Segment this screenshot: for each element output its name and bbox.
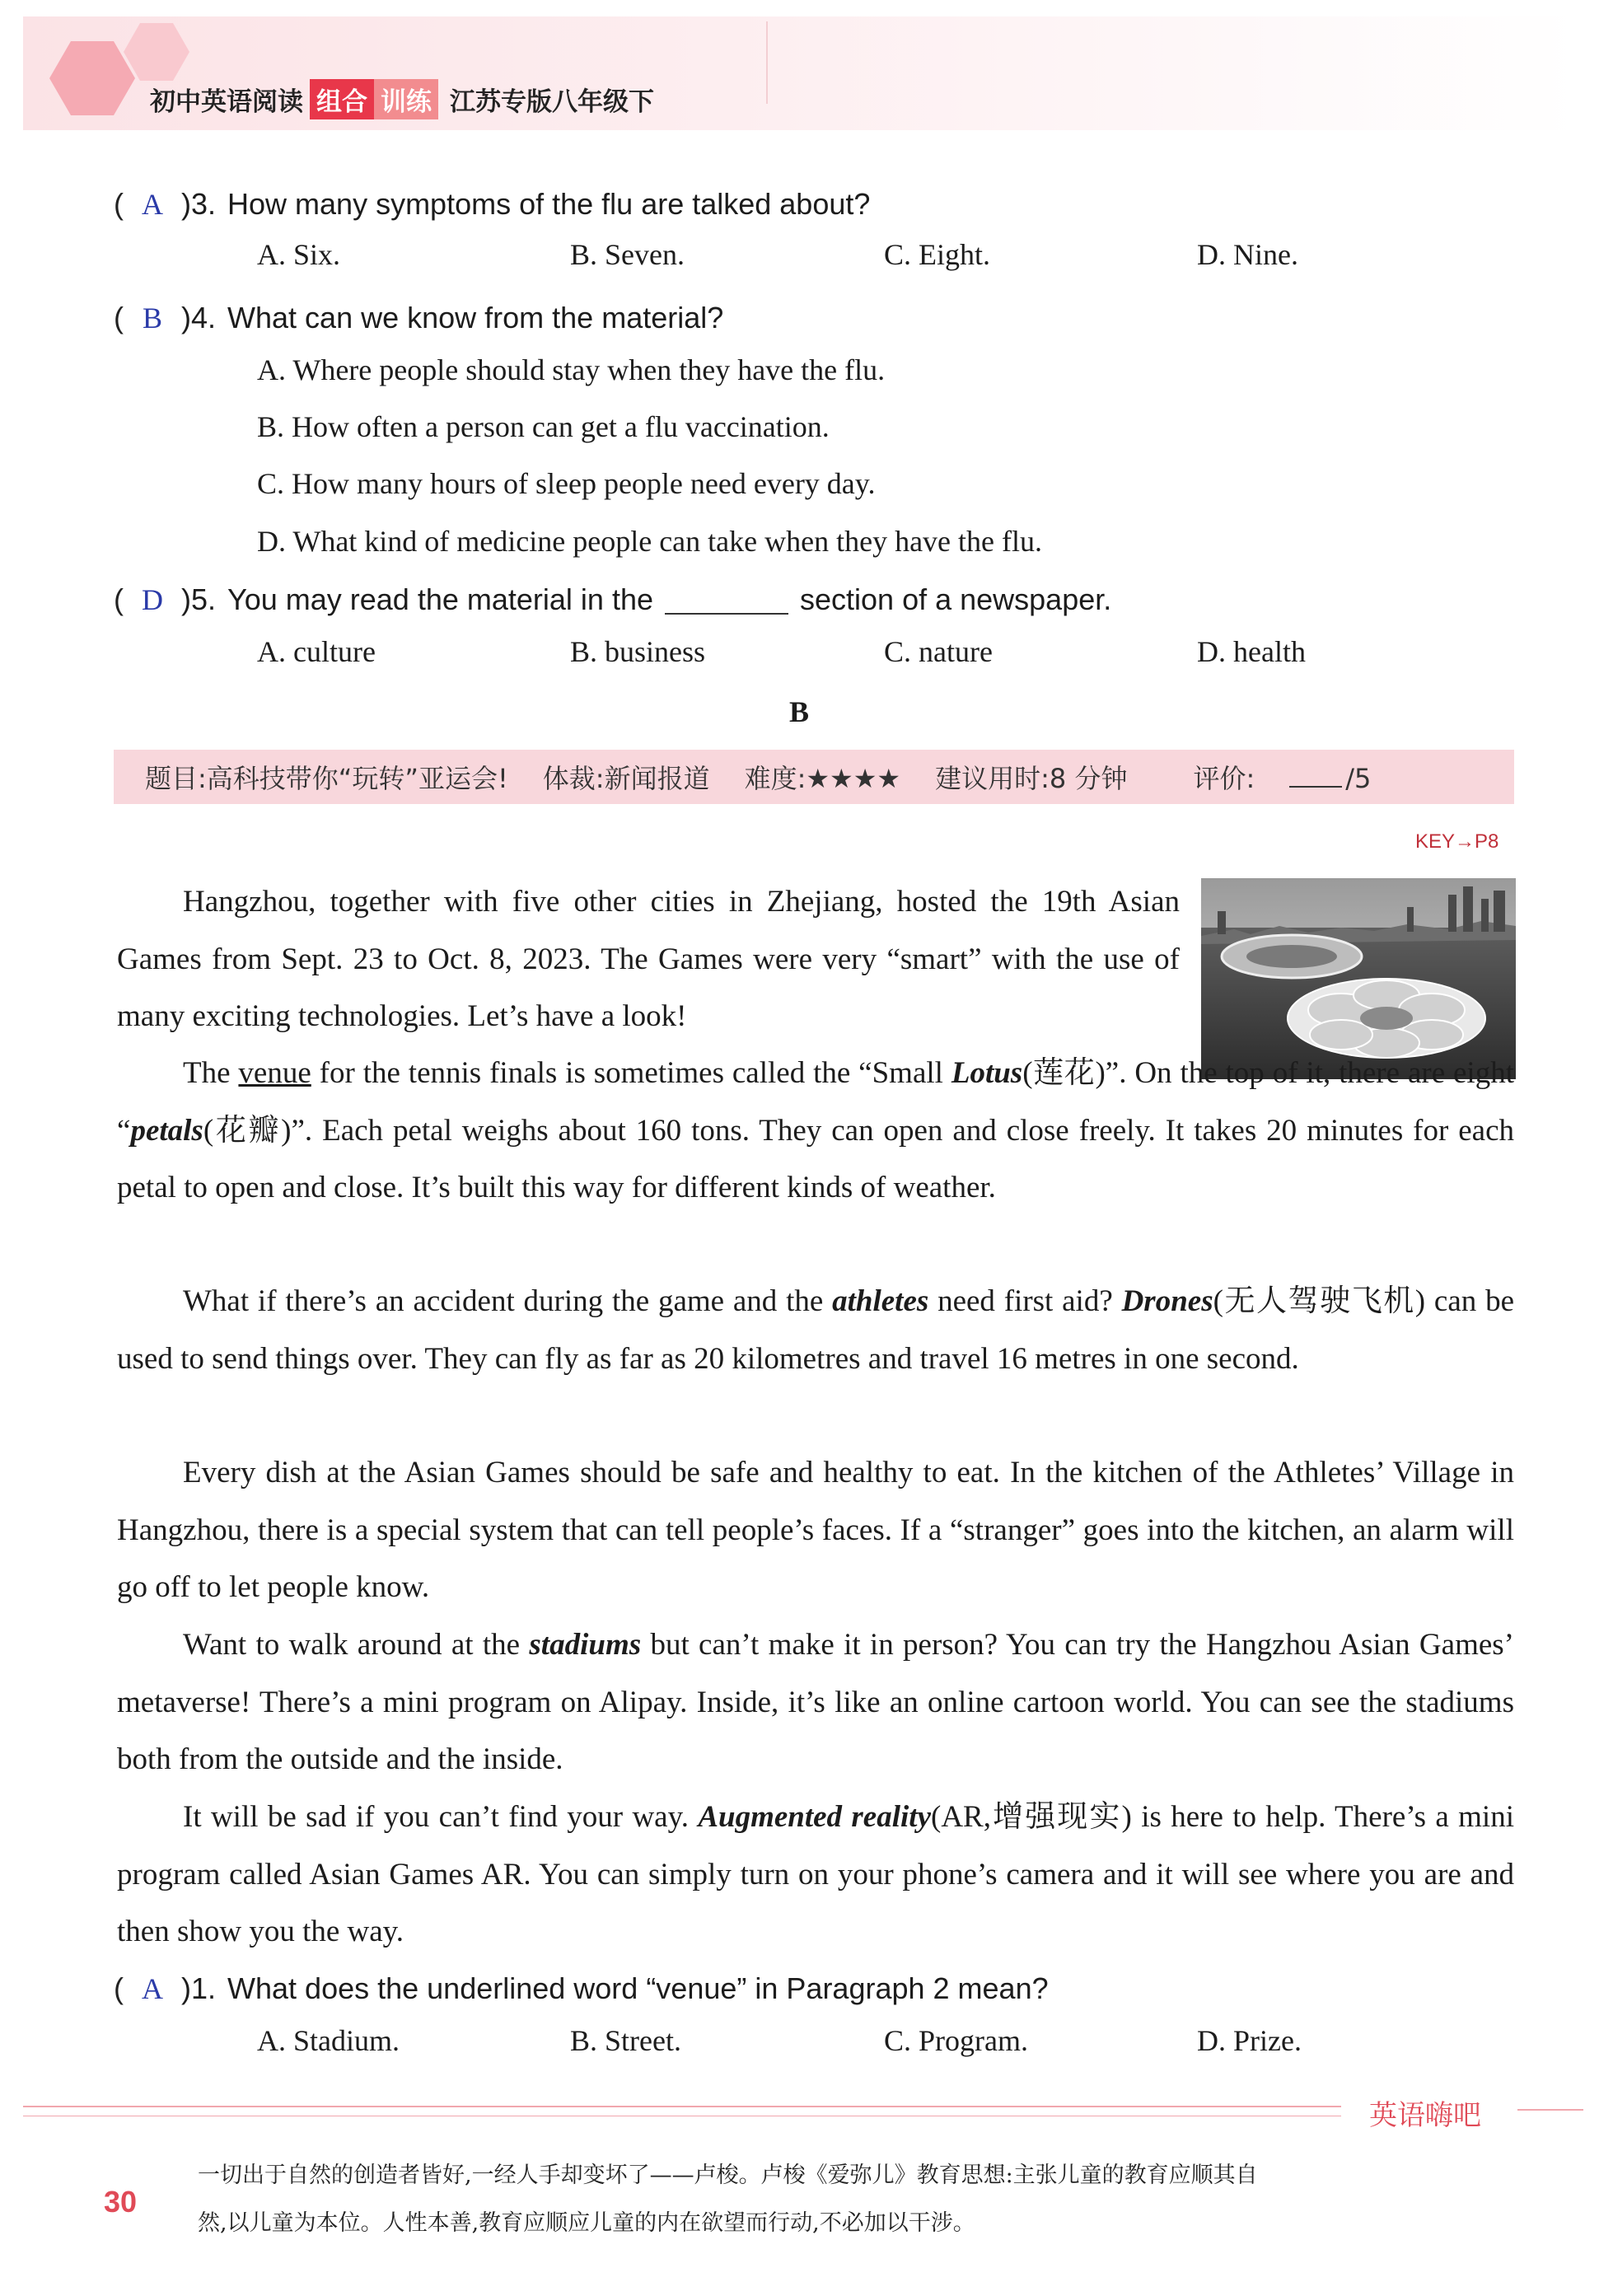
article-paragraph-6: It will be sad if you can’t find your way. Augmented reality(AR,增强现实) is here to help. There’s a mini program called Asian Games AR. You can simply turn on your phone’s camera and it will see where you are and then show you the way. <box>117 1800 1514 1948</box>
time-label: 建议用时:8 分钟 <box>935 763 1128 794</box>
keyword-petals: petals <box>130 1113 203 1148</box>
article-paragraph-5: Want to walk around at the stadiums but can’t make it in person? You can try the Hangzhou Asian Games’ metaverse! There’s a mini program on Alipay. Inside, it’s like an online cartoon world. You can see the stadiums both from the outside and the inside. <box>117 1628 1514 1776</box>
question-row: ( D )5. You may read the material in the section of a newspaper. <box>114 582 1112 616</box>
question-text: What can we know from the material? <box>227 301 724 334</box>
edition-label: 江苏专版八年级下 <box>450 87 654 117</box>
article-paragraph-3: What if there’s an accident during the game and the athletes need first aid? Drones(无人驾驶飞机) can be used to send things over. They can fly as far as 20 kilometres and travel 16 metres in one second. <box>117 1284 1514 1376</box>
topic-label: 题目:高科技带你“玩转”亚运会! <box>145 763 508 794</box>
question-number: )4. <box>181 301 217 334</box>
option-d: D. What kind of medicine people can take when they have the flu. <box>257 525 1042 558</box>
option-c: C. Program. <box>884 2024 1028 2057</box>
answer-key-reference: KEY→P8 <box>1415 830 1499 853</box>
answer-mark: A <box>142 188 163 221</box>
option-a: A. culture <box>257 635 376 668</box>
footer-quote-line-1: 一切出于自然的创造者皆好,一经人手却变坏了——卢梭。卢梭《爱弥儿》教育思想:主张儿童的教育应顺其自 <box>198 2163 1258 2188</box>
book-series-title: 初中英语阅读 <box>150 87 303 117</box>
keyword-lotus: Lotus <box>951 1056 1023 1090</box>
tag-training: 训练 <box>374 79 438 119</box>
option-c: C. How many hours of sleep people need every day. <box>257 467 876 500</box>
question-number: )5. <box>181 582 217 616</box>
article-paragraph-2: The venue for the tennis finals is sometimes called the “Small Lotus(莲花)”. On the top of it, there are eight “petals(花瓣)”. Each petal weighs about 160 tons. They can open and close freely. It takes 20 minutes for each petal to open and close. It’s built this way for different kinds of weather. <box>117 1056 1514 1204</box>
option-d: D. health <box>1197 635 1306 668</box>
article-paragraph-1: Hangzhou, together with five other cities in Zhejiang, hosted the 19th Asian Games from Sept. 23 to Oct. 8, 2023. The Games were very “smart” with the use of many exciting technologies. Let’s have a look! <box>117 885 1180 1033</box>
question-number: )3. <box>181 187 217 221</box>
genre-label: 体裁:新闻报道 <box>542 763 710 794</box>
option-b: B. Street. <box>570 2024 681 2057</box>
book-title <box>150 78 654 119</box>
question-text: How many symptoms of the flu are talked about? <box>227 187 871 221</box>
question-row: ( B )4. What can we know from the material? <box>114 301 724 334</box>
page-number: 30 <box>104 2185 138 2219</box>
keyword-stadiums: stadiums <box>529 1628 642 1662</box>
question-text-end: section of a newspaper. <box>800 582 1112 616</box>
answer-mark: A <box>142 1972 163 2005</box>
option-d: D. Prize. <box>1197 2024 1302 2057</box>
tag-combination: 组合 <box>310 79 374 119</box>
option-a: A. Stadium. <box>257 2024 400 2057</box>
question-row: ( A )3. How many symptoms of the flu are talked about? <box>114 187 871 221</box>
rating-field: 评价: /5 <box>1193 763 1372 794</box>
footer-divider <box>23 2106 1341 2107</box>
footer-brand: 英语嗨吧 <box>1369 2099 1481 2132</box>
article-paragraph-4: Every dish at the Asian Games should be safe and healthy to eat. In the kitchen of the Athletes’ Village in Hangzhou, there is a special system that can tell people’s faces. If a “stranger” goes into the kitchen, an alarm will go off to let people know. <box>117 1456 1514 1604</box>
option-d: D. Nine. <box>1197 238 1298 271</box>
option-b: B. business <box>570 635 706 668</box>
option-a: A. Where people should stay when they have the flu. <box>257 353 886 386</box>
keyword-drones: Drones <box>1121 1284 1213 1318</box>
rating-blank <box>1289 763 1342 788</box>
header-divider <box>766 21 768 104</box>
option-c: C. Eight. <box>884 238 991 271</box>
answer-blank <box>665 585 788 615</box>
option-b: B. Seven. <box>570 238 685 271</box>
underlined-word-venue: venue <box>238 1056 311 1090</box>
option-c: C. nature <box>884 635 993 668</box>
difficulty-label: 难度:★★★★ <box>744 763 901 794</box>
answer-mark: D <box>142 583 163 616</box>
question-text: What does the underlined word “venue” in Paragraph 2 mean? <box>227 1971 1049 2005</box>
question-row: ( A )1. What does the underlined word “venue” in Paragraph 2 mean? <box>114 1971 1049 2005</box>
section-title: B <box>789 695 810 728</box>
option-a: A. Six. <box>257 238 341 271</box>
exercise-info-bar <box>114 750 1514 804</box>
keyword-augmented-reality: Augmented reality <box>698 1800 931 1834</box>
question-text: You may read the material in the <box>227 582 653 616</box>
answer-mark: B <box>142 302 162 334</box>
footer-divider <box>1517 2109 1583 2111</box>
question-number: )1. <box>181 1971 217 2005</box>
keyword-athletes: athletes <box>832 1284 929 1318</box>
option-b: B. How often a person can get a flu vaccination. <box>257 410 830 443</box>
footer-quote-line-2: 然,以儿童为本位。人性本善,教育应顺应儿童的内在欲望而行动,不必加以干涉。 <box>198 2210 975 2236</box>
